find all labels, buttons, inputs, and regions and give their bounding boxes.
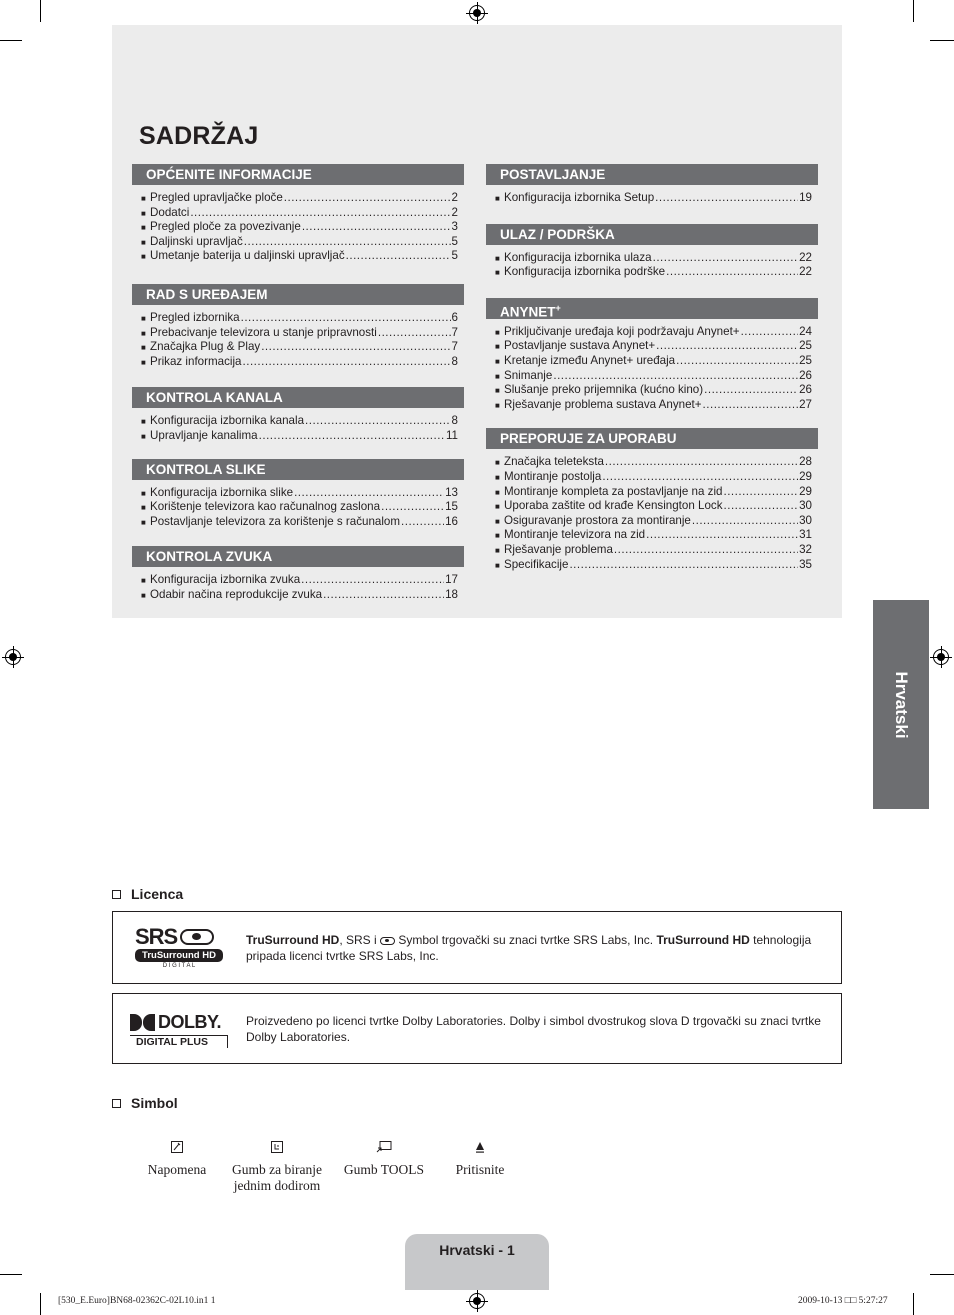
toc-leader-dots [190,206,450,221]
language-side-tab-label: Hrvatski [892,670,911,739]
symbol-one-touch-label: Gumb za biranje jednim dodirom [232,1162,322,1193]
toc-leader-dots [655,191,798,206]
toc-entry [495,455,812,470]
toc-entry-label: Pregled izbornika [150,310,240,324]
bullet-square-icon: ■ [141,237,146,247]
toc-section [132,459,464,530]
press-icon [420,1136,540,1158]
toc-leader-dots [381,500,444,515]
toc-entry-page: 13 [445,485,458,499]
toc-leader-dots [703,398,799,413]
page-number-label: Hrvatski - 1 [439,1242,515,1258]
srs-text-3: tehnologija pripada licenci tvrtke SRS Labs, Inc. [246,933,812,963]
bullet-square-icon: ■ [141,503,146,513]
toc-entry-page: 30 [799,499,812,513]
toc-entry-page: 24 [799,324,812,338]
toc-leader-dots [692,514,798,529]
toc-leader-dots [259,429,445,444]
toc-entry-page: 26 [799,383,812,397]
bullet-square-icon: ■ [495,487,500,497]
toc-entry-label: Rješavanje problema [504,542,613,556]
checkbox-bullet-icon [112,1099,121,1108]
toc-section-heading-text: POSTAVLJANJE [500,167,606,182]
toc-entry [141,206,458,221]
toc-entry [141,191,458,206]
symbol-heading-text: Simbol [131,1095,178,1111]
toc-column-left [132,164,464,615]
toc-entry [141,486,458,501]
toc-entry [141,515,458,530]
toc-entry [495,251,812,266]
toc-entry-label: Značajka teleteksta [504,455,604,469]
srs-logo [135,926,223,969]
bullet-square-icon: ■ [495,531,500,541]
toc-entry [495,369,812,384]
symbol-heading [112,1095,178,1111]
dolby-licence-text: Proizvedeno po licenci tvrtke Dolby Laboratories. Dolby i simbol dvostrukog slova D trgovački su znaci tvrtke Dolby Laboratories. [246,1014,821,1044]
toc-leader-dots [723,485,798,500]
toc-entry-page: 31 [799,528,812,542]
toc-entry-label: Daljinski upravljač [150,234,243,248]
toc-section-heading [486,164,818,185]
toc-leader-dots [653,251,799,266]
toc-leader-dots [305,414,451,429]
toc-entry-page: 8 [451,354,458,368]
bullet-square-icon: ■ [495,400,500,410]
toc-leader-dots [261,340,450,355]
toc-entry-page: 19 [799,191,812,204]
srs-logo-text: SRS [135,924,178,949]
toc-entry-label: Konfiguracija izbornika podrške [504,265,666,279]
toc-leader-dots [724,499,799,514]
bullet-square-icon: ■ [141,208,146,218]
dolby-logo-subtitle: DIGITAL PLUS [130,1035,228,1048]
toc-column-right [486,164,818,584]
bullet-square-icon: ■ [141,357,146,367]
bullet-square-icon: ■ [495,502,500,512]
toc-leader-dots [243,355,451,370]
licence-heading-text: Licenca [131,886,184,902]
toc-entry-page: 30 [799,513,812,527]
toc-entry [495,485,812,500]
toc-leader-dots [244,235,451,250]
toc-leader-dots [741,325,799,340]
toc-leader-dots [378,326,451,341]
toc-entry-label: Uporaba zaštite od krađe Kensington Lock [504,499,723,513]
bullet-square-icon: ■ [495,516,500,526]
toc-section [486,224,818,280]
bullet-square-icon: ■ [141,223,146,233]
toc-leader-dots [656,339,798,354]
toc-entry [141,249,458,264]
toc-section-heading [486,428,818,449]
toc-section-heading-text: KONTROLA SLIKE [146,461,266,477]
bullet-square-icon: ■ [495,545,500,555]
print-slug-left: [530_E.Euro]BN68-02362C-02L10.in1 1 [58,1296,216,1306]
toc-entry-label: Slušanje preko prijemnika (kućno kino) [504,383,704,397]
toc-entry-label: Osiguravanje prostora za montiranje [504,513,691,527]
bullet-square-icon: ■ [495,327,500,337]
srs-logo-badge: TruSurround HD [135,949,223,962]
bullet-square-icon: ■ [495,371,500,381]
symbol-press [420,1136,540,1178]
toc-entry-page: 35 [799,557,812,571]
toc-leader-dots [646,528,798,543]
toc-leader-dots [401,515,444,530]
toc-section-heading-text: KONTROLA ZVUKA [146,549,273,565]
toc-entry-label: Montiranje televizora na zid [504,528,646,542]
srs-licence-text [246,933,831,964]
srs-logo-digital: D I G I T A L [162,963,196,969]
bullet-square-icon: ■ [141,417,146,427]
toc-entry [141,220,458,235]
toc-section-heading-text: KONTROLA KANALA [146,390,283,406]
toc-section [132,164,464,264]
toc-leader-dots [284,191,451,206]
toc-entry-page: 25 [799,339,812,353]
toc-section [486,298,818,413]
print-slug-right: 2009-10-13 □□ 5:27:27 [798,1296,888,1306]
toc-entry-page: 22 [799,265,812,279]
toc-entry-label: Značajka Plug & Play [150,340,261,354]
dolby-logo [130,1012,228,1048]
toc-entry [141,326,458,341]
toc-entry [141,311,458,326]
toc-entry [141,588,458,603]
page-number-tab [405,1234,549,1290]
symbol-note-label: Napomena [147,1162,207,1177]
bullet-square-icon: ■ [141,431,146,441]
bullet-square-icon: ■ [141,576,146,586]
toc-entry-label: Dodatci [150,205,190,219]
toc-entry-label: Konfiguracija izbornika kanala [150,414,305,428]
bullet-square-icon: ■ [141,517,146,527]
toc-entry [141,414,458,429]
toc-section-heading-text: ULAZ / PODRŠKA [500,226,615,242]
toc-entry-label: Konfiguracija izbornika slike [150,485,294,499]
symbol-tools-label: Gumb TOOLS [343,1162,425,1177]
bullet-square-icon: ■ [495,253,500,263]
toc-entry-page: 2 [451,205,458,219]
toc-entry-label: Postavljanje televizora za korištenje s računalom [150,514,401,528]
toc-entry [495,558,812,573]
toc-entry-label: Odabir načina reprodukcije zvuka [150,587,323,601]
toc-entry-label: Priključivanje uređaja koji podržavaju Anynet+ [504,324,740,338]
toc-section-heading-text: OPĆENITE INFORMACIJE [146,167,312,182]
toc-leader-dots [605,455,798,470]
srs-text-2: Symbol trgovački su znaci tvrtke SRS Labs, Inc. [395,933,657,947]
toc-entry [141,355,458,370]
toc-entry-label: Prebacivanje televizora u stanje pripravnosti [150,325,377,339]
toc-section-heading-text: ANYNET [500,304,556,320]
toc-entry-label: Korištenje televizora kao računalnog zaslona [150,500,381,514]
toc-leader-dots [676,354,798,369]
dolby-licence-box [112,993,842,1064]
toc-leader-dots [569,558,798,573]
toc-entry [141,340,458,355]
toc-entry-page: 5 [451,249,458,263]
toc-entry-page: 17 [445,573,458,587]
toc-entry [495,398,812,413]
toc-section-heading [486,224,818,245]
toc-entry-page: 2 [451,191,458,204]
srs-trademark-1: TruSurround HD [246,933,340,947]
toc-entry-label: Montiranje kompleta za postavljanje na zid [504,484,723,498]
bullet-square-icon: ■ [495,472,500,482]
language-side-tab [873,600,929,809]
srs-inline-symbol-icon [380,937,395,945]
toc-entry-label: Pregled ploče za povezivanje [150,220,301,234]
bullet-square-icon: ■ [495,560,500,570]
toc-entry-page: 11 [445,428,458,442]
toc-entry [495,354,812,369]
toc-section-heading [486,298,818,319]
toc-entry-page: 15 [445,500,458,514]
one-touch-icon [217,1136,337,1158]
toc-entry-page: 3 [451,220,458,234]
toc-entry-label: Konfiguracija izbornika zvuka [150,573,301,587]
toc-leader-dots [241,311,451,326]
toc-entry [495,325,812,340]
toc-entry-page: 22 [799,250,812,264]
toc-section [486,164,818,206]
toc-leader-dots [704,383,798,398]
bullet-square-icon: ■ [141,313,146,323]
toc-entry [495,514,812,529]
toc-leader-dots [346,249,451,264]
toc-section [132,546,464,602]
bullet-square-icon: ■ [495,458,500,468]
srs-text-1: , SRS i [339,933,381,947]
toc-section [132,284,464,369]
toc-entry-page: 32 [799,542,812,556]
toc-leader-dots [614,543,798,558]
toc-leader-dots [302,220,451,235]
toc-entry-page: 7 [451,340,458,354]
toc-entry-label: Konfiguracija izbornika ulaza [504,250,652,264]
dolby-logo-text: DOLBY. [158,1012,222,1032]
toc-entry-page: 25 [799,353,812,367]
toc-entry-page: 6 [451,310,458,324]
toc-entry [495,383,812,398]
toc-section-heading [132,284,464,305]
toc-leader-dots [553,369,798,384]
toc-entry-page: 7 [451,325,458,339]
toc-entry-page: 18 [445,587,458,601]
symbol-press-label: Pritisnite [455,1162,505,1177]
toc-section-heading-text: RAD S UREĐAJEM [146,286,268,302]
toc-entry-label: Pregled upravljačke ploče [150,191,283,204]
toc-entry-page: 8 [451,414,458,428]
toc-entry-page: 29 [799,484,812,498]
toc-entry-label: Kretanje između Anynet+ uređaja [504,353,676,367]
toc-entry [141,500,458,515]
bullet-square-icon: ■ [495,342,500,352]
toc-entry-page: 29 [799,469,812,483]
bullet-square-icon: ■ [495,386,500,396]
bullet-square-icon: ■ [141,590,146,600]
toc-entry [141,235,458,250]
double-d-icon [130,1014,155,1031]
srs-licence-box [112,911,842,984]
toc-entry [141,573,458,588]
toc-entry [495,543,812,558]
toc-entry-page: 28 [799,455,812,469]
licence-heading [112,886,183,902]
toc-entry [495,191,812,206]
symbol-one-touch [217,1136,337,1194]
toc-section-heading [132,546,464,567]
toc-entry-label: Umetanje baterija u daljinski upravljač [150,249,345,263]
toc-section-heading [132,164,464,185]
toc-entry-page: 5 [451,234,458,248]
toc-entry [495,339,812,354]
toc-entry-label: Upravljanje kanalima [150,428,258,442]
toc-entry-label: Snimanje [504,368,553,382]
toc-entry-label: Prikaz informacija [150,354,242,368]
toc-entry [495,528,812,543]
toc-entry [495,499,812,514]
toc-entry [141,429,458,444]
toc-entry-page: 27 [799,397,812,411]
toc-leader-dots [323,588,444,603]
bullet-square-icon: ■ [495,268,500,278]
toc-entry-page: 16 [445,514,458,528]
toc-entry [495,470,812,485]
toc-entry-label: Montiranje postolja [504,469,602,483]
bullet-square-icon: ■ [141,194,146,203]
toc-entry [495,265,812,280]
toc-section [486,428,818,572]
bullet-square-icon: ■ [141,252,146,262]
srs-trademark-2: TruSurround HD [656,933,750,947]
toc-entry-page: 26 [799,368,812,382]
toc-leader-dots [666,265,798,280]
toc-section-heading [132,459,464,480]
toc-entry-label: Specifikacije [504,557,569,571]
toc-leader-dots [301,573,444,588]
bullet-square-icon: ■ [495,194,500,203]
toc-section-heading-text: PREPORUJE ZA UPORABU [500,431,677,447]
toc-section-heading [132,387,464,408]
toc-section [132,387,464,443]
toc-entry-label: Postavljanje sustava Anynet+ [504,339,656,353]
toc-leader-dots [294,486,444,501]
checkbox-bullet-icon [112,890,121,899]
toc-entry-label: Rješavanje problema sustava Anynet+ [504,397,702,411]
bullet-square-icon: ■ [495,356,500,366]
toc-leader-dots [602,470,798,485]
srs-symbol-icon [180,929,214,945]
bullet-square-icon: ■ [141,488,146,498]
toc-entry-label: Konfiguracija izbornika Setup [504,191,655,204]
toc-section-heading-sup: + [555,302,561,313]
bullet-square-icon: ■ [141,343,146,353]
bullet-square-icon: ■ [141,328,146,338]
page-title: SADRŽAJ [139,122,259,150]
